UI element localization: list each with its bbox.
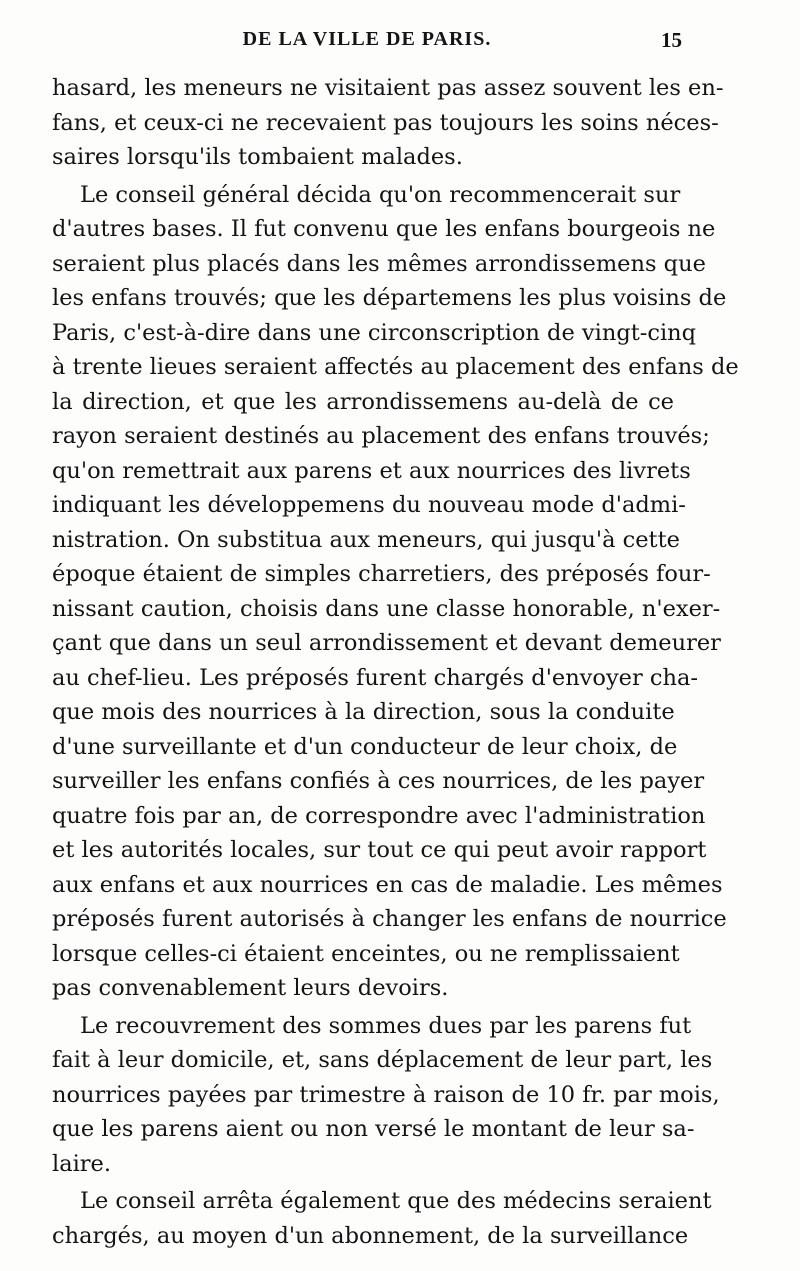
text-line: çant que dans un seul arrondissement et devant demeurer	[52, 630, 721, 656]
text-line: indiquant les développemens du nouveau mode d'admi-	[52, 492, 686, 518]
body-text	[52, 71, 739, 1253]
text-line: préposés furent autorisés à changer les enfans de nourrice	[52, 906, 727, 932]
text-line: rayon seraient destinés au placement des enfans trouvés;	[52, 423, 710, 449]
text-line: hasard, les meneurs ne visitaient pas assez souvent les en-	[52, 75, 724, 101]
text-line: fait à leur domicile, et, sans déplacement de leur part, les	[52, 1047, 713, 1073]
running-title: DE LA VILLE DE PARIS.	[242, 28, 492, 50]
paragraph	[52, 1184, 712, 1253]
text-line: Le conseil arrêta également que des médecins seraient	[80, 1188, 712, 1214]
text-line: lorsque celles-ci étaient enceintes, ou ne remplissaient	[52, 940, 680, 967]
text-line: fans, et ceux-ci ne recevaient pas toujours les soins néces-	[52, 109, 719, 136]
text-line: seraient plus placés dans les mêmes arrondissemens que	[52, 250, 706, 277]
text-line: surveiller les enfans confiés à ces nourrices, de les payer	[52, 768, 705, 794]
text-line: que mois des nourrices à la direction, sous la conduite	[52, 699, 675, 725]
text-line: au chef-lieu. Les préposés furent chargés d'envoyer cha-	[52, 664, 698, 691]
text-line: nistration. On substitua aux meneurs, qui jusqu'à cette	[52, 526, 680, 553]
text-line: Le conseil général décida qu'on recommencerait sur	[80, 181, 681, 208]
text-line: saires lorsqu'ils tombaient malades.	[52, 144, 463, 170]
text-line: à trente lieues seraient affectés au placement des enfans de	[52, 354, 739, 380]
text-line: la direction, et que les arrondissemens au-delà de ce	[52, 388, 674, 415]
text-line: qu'on remettrait aux parens et aux nourrices des livrets	[52, 457, 691, 484]
text-line: époque étaient de simples charretiers, des préposés four-	[52, 561, 711, 587]
text-line: chargés, au moyen d'un abonnement, de la surveillance	[52, 1222, 689, 1249]
text-line: nourrices payées par trimestre à raison de 10 fr. par mois,	[52, 1081, 720, 1108]
running-head	[52, 28, 682, 58]
text-line: aux enfans et aux nourrices en cas de maladie. Les mêmes	[52, 871, 723, 898]
text-line: les enfans trouvés; que les départemens les plus voisins de	[52, 285, 727, 311]
text-line: pas convenablement leurs devoirs.	[52, 975, 449, 1001]
text-line: quatre fois par an, de correspondre avec l'administration	[52, 802, 706, 829]
text-line: et les autorités locales, sur tout ce qui peut avoir rapport	[52, 837, 707, 863]
paragraph	[52, 1009, 720, 1182]
text-line: Paris, c'est-à-dire dans une circonscription de vingt-cinq	[52, 319, 697, 346]
text-line: que les parens aient ou non versé le montant de leur sa-	[52, 1116, 695, 1142]
text-line: d'une surveillante et d'un conducteur de leur choix, de	[52, 733, 678, 760]
paragraph	[52, 71, 724, 175]
text-line: laire.	[52, 1150, 112, 1177]
page-number: 15	[661, 28, 682, 52]
text-line: nissant caution, choisis dans une classe honorable, n'exer-	[52, 595, 721, 622]
text-line: d'autres bases. Il fut convenu que les enfans bourgeois ne	[52, 216, 716, 242]
text-line: Le recouvrement des sommes dues par les parens fut	[80, 1012, 692, 1039]
paragraph	[52, 178, 739, 1006]
